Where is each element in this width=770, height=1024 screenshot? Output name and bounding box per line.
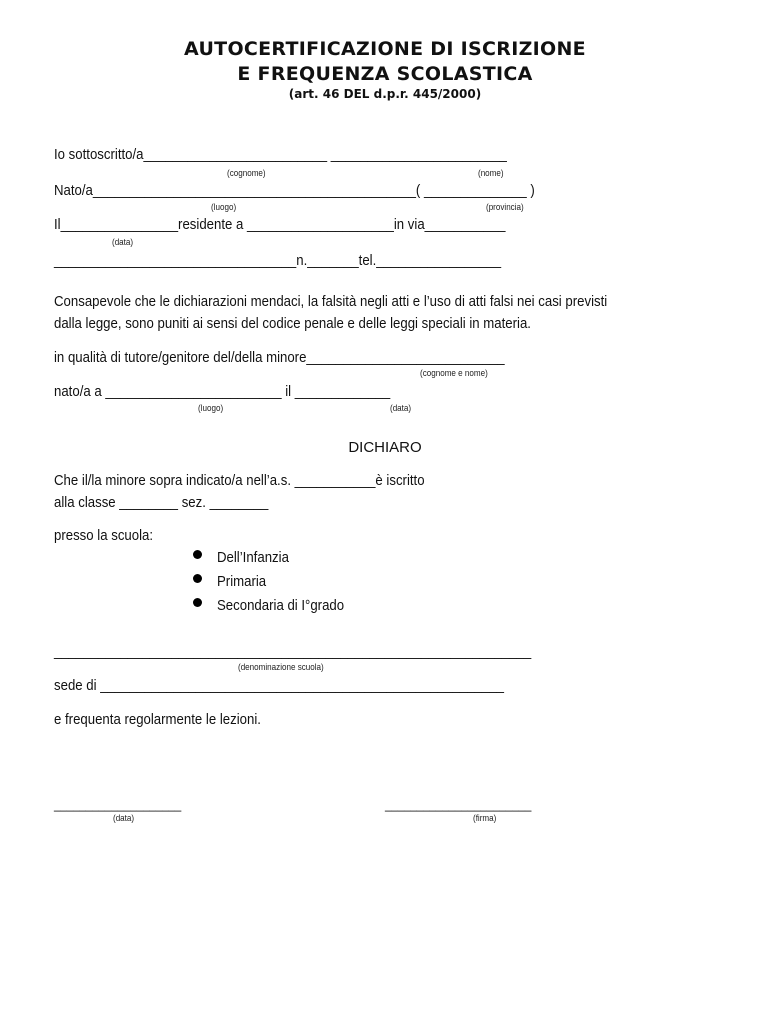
presso-scuola-label: presso la scuola: (54, 527, 154, 544)
firma-signature-line: _______________________ (385, 797, 532, 812)
caption-data: (data) (112, 237, 134, 248)
residenza-line: Il________________residente a ____________________in via___________ (54, 216, 506, 233)
nato-line: Nato/a____________________________________________( ______________ ) (54, 182, 535, 199)
subtitle: (art. 46 DEL d.p.r. 445/2000) (288, 87, 482, 101)
option-infanzia: Dell’Infanzia (217, 549, 289, 566)
frequenta-text: e frequenta regolarmente le lezioni. (54, 711, 261, 728)
classe-line: alla classe ________ sez. ________ (54, 494, 269, 511)
caption-luogo-minore: (luogo) (198, 403, 224, 414)
dichiaro-heading: DICHIARO (348, 439, 422, 456)
bullet-icon (193, 574, 202, 583)
tutore-line: in qualità di tutore/genitore del/della minore___________________________ (54, 349, 505, 366)
iscrizione-line: Che il/la minore sopra indicato/a nell’a.s. ___________è iscritto (54, 472, 425, 489)
caption-data-minore: (data) (390, 403, 412, 414)
nato-minore-line: nato/a a ________________________ il _____________ (54, 383, 391, 400)
consapevole-text-1: Consapevole che le dichiarazioni mendaci, la falsità negli atti e l’uso di atti falsi nei casi previsti (54, 293, 608, 310)
bullet-icon (193, 598, 202, 607)
title-line-1: AUTOCERTIFICAZIONE DI ISCRIZIONE (184, 38, 586, 60)
denominazione-line: _________________________________________________________________ (54, 643, 532, 660)
title-line-2: E FREQUENZA SCOLASTICA (237, 63, 533, 85)
indirizzo-line: _________________________________n._______tel._________________ (54, 252, 502, 269)
caption-luogo: (luogo) (211, 202, 237, 213)
caption-provincia: (provincia) (486, 202, 524, 213)
caption-cognome: (cognome) (227, 168, 266, 179)
sede-line: sede di _______________________________________________________ (54, 677, 505, 694)
bullet-icon (193, 550, 202, 559)
caption-nome: (nome) (478, 168, 504, 179)
data-signature-line: ____________________ (54, 797, 182, 812)
caption-data-firma: (data) (113, 813, 135, 824)
caption-cognome-nome: (cognome e nome) (420, 368, 488, 379)
caption-firma: (firma) (473, 813, 497, 824)
option-primaria: Primaria (217, 573, 267, 590)
sottoscritto-line: Io sottoscritto/a_________________________ ________________________ (54, 146, 507, 163)
option-secondaria: Secondaria di I°grado (217, 597, 345, 614)
caption-denominazione: (denominazione scuola) (238, 662, 324, 673)
consapevole-text-2: dalla legge, sono puniti ai sensi del codice penale e delle leggi speciali in materia. (54, 315, 531, 332)
